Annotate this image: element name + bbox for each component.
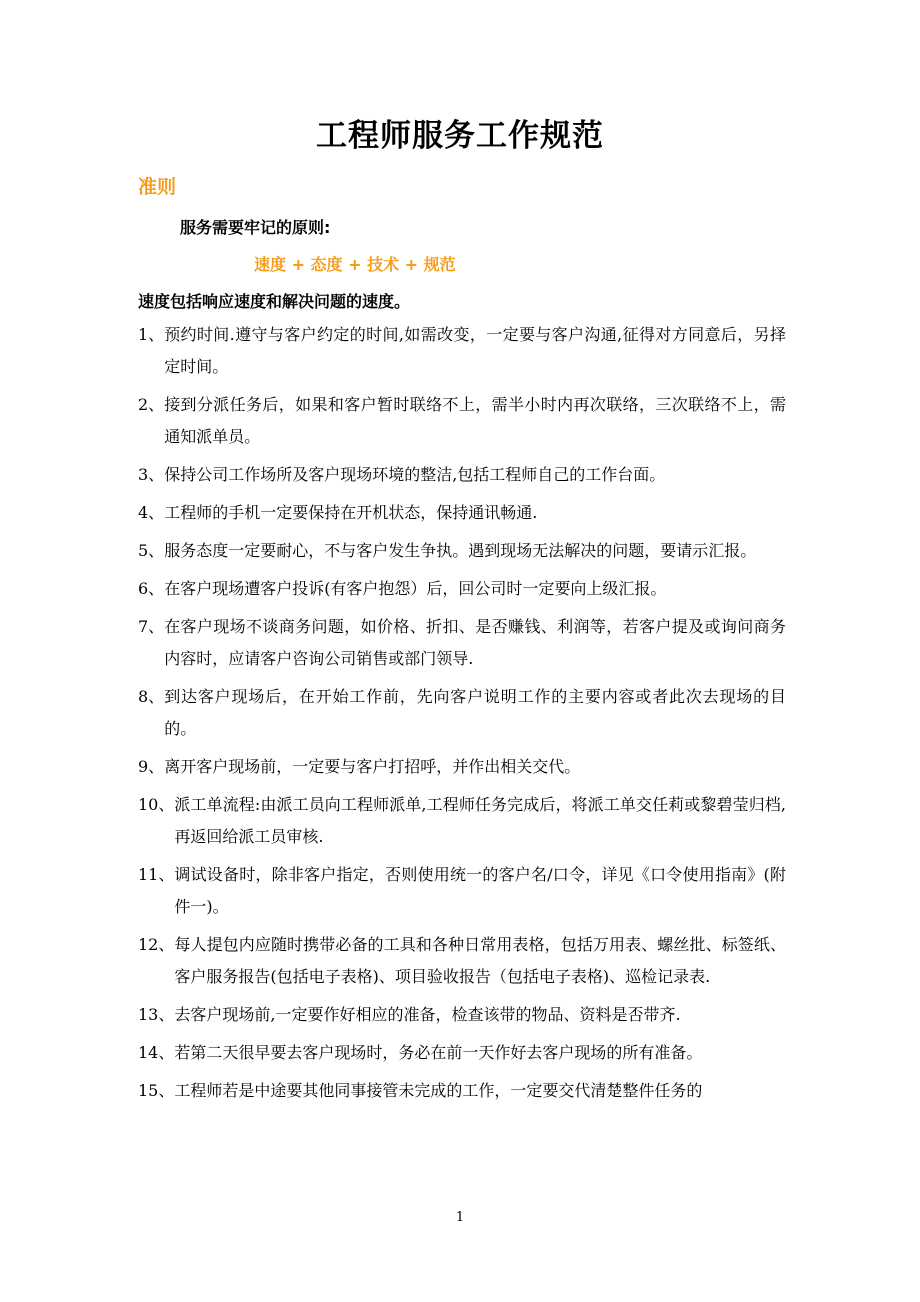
rule-item (138, 999, 786, 1031)
rule-text: 离开客户现场前，一定要与客户打招呼，并作出相关交代。 (164, 757, 581, 776)
speed-definition: 速度包括响应速度和解决问题的速度。 (138, 292, 411, 311)
rule-text: 接到分派任务后，如果和客户暂时联络不上，需半小时内再次联络，三次联络不上，需通知派单员。 (164, 395, 786, 446)
rule-number: 13、 (138, 1005, 175, 1024)
rule-number: 4、 (138, 503, 165, 522)
rule-text: 每人提包内应随时携带必备的工具和各种日常用表格，包括万用表、螺丝批、标签纸、客户服务报告(包括电子表格)、项目验收报告（包括电子表格)、巡检记录表. (174, 935, 786, 986)
rule-item (138, 789, 786, 853)
rule-item (138, 497, 786, 529)
rule-item (138, 535, 786, 567)
rule-item (138, 459, 786, 491)
rule-number: 1、 (138, 325, 165, 344)
rule-item (138, 1037, 786, 1069)
rule-item (138, 389, 786, 453)
rule-number: 9、 (138, 757, 165, 776)
rule-text: 在客户现场不谈商务问题，如价格、折扣、是否赚钱、利润等，若客户提及或询问商务内容时，应请客户咨询公司销售或部门领导. (164, 617, 786, 668)
section-heading: 准则 (138, 176, 177, 198)
rule-text: 派工单流程:由派工员向工程师派单,工程师任务完成后，将派工单交任莉或黎碧莹归档,再返回给派工员审核. (174, 795, 786, 846)
rule-text: 工程师若是中途要其他同事接管未完成的工作，一定要交代清楚整件任务的 (174, 1081, 703, 1100)
rule-number: 8、 (138, 687, 165, 706)
rule-text: 若第二天很早要去客户现场时，务必在前一天作好去客户现场的所有准备。 (174, 1043, 703, 1062)
rule-text: 去客户现场前,一定要作好相应的准备，检查该带的物品、资料是否带齐. (174, 1005, 681, 1024)
rule-number: 6、 (138, 579, 165, 598)
rule-number: 15、 (138, 1081, 175, 1100)
rule-number: 12、 (138, 935, 175, 954)
rule-number: 11、 (138, 865, 175, 884)
rule-item (138, 859, 786, 923)
rule-text: 到达客户现场后，在开始工作前，先向客户说明工作的主要内容或者此次去现场的目的。 (164, 687, 786, 738)
rule-item (138, 1075, 786, 1107)
rule-item (138, 929, 786, 993)
rule-number: 3、 (138, 465, 165, 484)
rule-number: 10、 (138, 795, 175, 814)
rule-number: 7、 (138, 617, 165, 636)
rule-number: 5、 (138, 541, 165, 560)
principle-formula: 速度 + 态度 + 技术 + 规范 (254, 255, 456, 274)
rule-number: 2、 (138, 395, 165, 414)
rule-item (138, 319, 786, 383)
rule-item (138, 681, 786, 745)
rule-text: 服务态度一定要耐心，不与客户发生争执。遇到现场无法解决的问题，要请示汇报。 (164, 541, 757, 560)
rule-text: 保持公司工作场所及客户现场环境的整洁,包括工程师自己的工作台面。 (164, 465, 666, 484)
rules-list (138, 319, 786, 1113)
rule-item (138, 573, 786, 605)
rule-text: 在客户现场遭客户投诉(有客户抱怨）后，回公司时一定要向上级汇报。 (164, 579, 667, 598)
rule-text: 调试设备时，除非客户指定，否则使用统一的客户名/口令，详见《口令使用指南》(附件一)。 (174, 865, 786, 916)
document-title: 工程师服务工作规范 (316, 118, 604, 154)
principle-label: 服务需要牢记的原则: (180, 218, 331, 237)
rule-number: 14、 (138, 1043, 175, 1062)
rule-item (138, 751, 786, 783)
rule-item (138, 611, 786, 675)
page-number: 1 (455, 1210, 465, 1225)
rule-text: 工程师的手机一定要保持在开机状态，保持通讯畅通. (164, 503, 538, 522)
rule-text: 预约时间.遵守与客户约定的时间,如需改变，一定要与客户沟通,征得对方同意后，另择定时间。 (164, 325, 786, 376)
